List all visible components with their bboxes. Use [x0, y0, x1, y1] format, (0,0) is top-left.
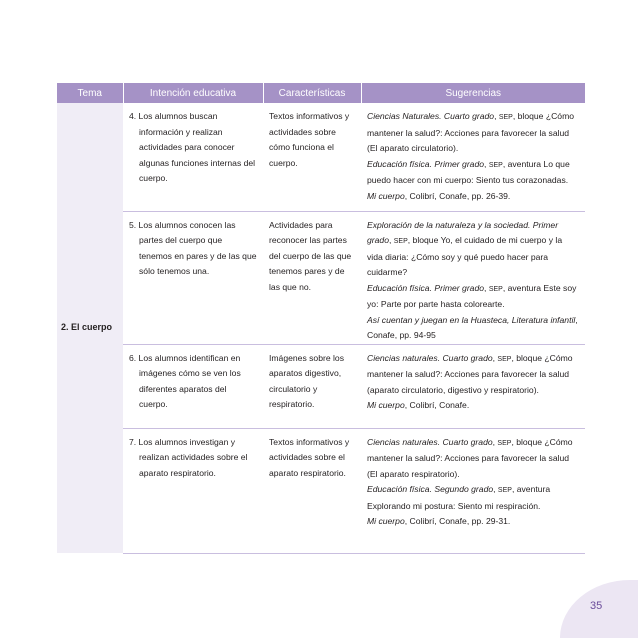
header-sugerencias: Sugerencias	[361, 83, 585, 103]
publisher-label: SEP	[498, 114, 513, 121]
caracteristicas-cell: Textos informativos y actividades sobre cómo funciona el cuerpo.	[263, 103, 361, 211]
table-row	[57, 211, 585, 344]
suggestion-line	[367, 400, 469, 410]
reference-title: Educación física. Primer grado	[367, 158, 485, 169]
reference-detail: , aventura Explorando mi postura: Siento mi respiración.	[367, 484, 551, 511]
reference-title: Exploración de la naturaleza y la sociedad. Primer grado	[367, 219, 559, 245]
suggestion-line: Exploración de la naturaleza y la sociedad. Primer grado, SEP, bloque Yo, el cuidado de mi cuerpo y la vida diaria: ¿Cómo soy y qué puedo hacer para cuidarme?	[367, 219, 563, 277]
sugerencias-cell	[361, 211, 585, 344]
suggestion-line	[367, 516, 510, 526]
intencion-cell	[123, 211, 263, 344]
table-row	[57, 344, 585, 428]
reference-detail: , bloque Yo, el cuidado de mi cuerpo y la vida diaria: ¿Cómo soy y qué puedo hacer para cuidarme?	[367, 235, 563, 277]
reference-title: Mi cuerpo	[367, 190, 405, 201]
reference-title: Educación física. Segundo grado	[367, 484, 494, 494]
sugerencias-cell	[361, 428, 585, 553]
suggestion-line	[367, 191, 510, 201]
reference-detail: , Conafe, pp. 94-95	[367, 314, 578, 340]
reference-detail: , bloque ¿Cómo mantener la salud?: Acciones para favorecer la salud (El aparato respiratorio).	[367, 436, 573, 479]
table-row	[57, 428, 585, 553]
reference-detail: , aventura Lo que puedo hacer con mi cuerpo: Siento tus corazonadas.	[367, 158, 570, 185]
reference-title: Así cuentan y juegan en la Huasteca, Literatura infantil	[367, 314, 576, 325]
reference-title: Ciencias naturales. Cuarto grado	[367, 436, 493, 447]
publisher-label: SEP	[488, 161, 503, 169]
intencion-text: 5. Los alumnos conocen las partes del cuerpo que tenemos en pares y de las que sólo tenemos una.	[129, 219, 257, 276]
suggestion-line: Ciencias Naturales. Cuarto grado, SEP, bloque ¿Cómo mantener la salud?: Acciones para favorecer la salud (El aparato circulatorio).	[367, 111, 575, 153]
suggestion-line: Ciencias naturales. Cuarto grado, SEP, bloque ¿Cómo mantener la salud?: Acciones para favorecer la salud (aparato circulatorio, digestivo y respiratorio).	[367, 352, 573, 395]
page-number: 35	[590, 600, 603, 612]
sugerencias-cell	[361, 103, 585, 211]
page-number-tab	[560, 580, 638, 638]
publisher-label: SEP	[393, 238, 408, 245]
reference-detail: , bloque ¿Cómo mantener la salud?: Acciones para favorecer la salud (aparato circulatorio, digestivo y respiratorio).	[367, 352, 573, 395]
intencion-cell	[123, 103, 263, 211]
suggestion-line: Educación física. Primer grado, SEP, aventura Lo que puedo hacer con mi cuerpo: Siento tus corazonadas.	[367, 158, 570, 185]
intencion-text: 6. Los alumnos identifican en imágenes cómo se ven los diferentes aparatos del cuerpo.	[129, 352, 241, 409]
table-row	[57, 103, 585, 211]
publisher-label: SEP	[497, 355, 512, 363]
caracteristicas-cell: Actividades para reconocer las partes del cuerpo de las que tenemos pares y de las que no.	[263, 211, 361, 344]
reference-title: Educación física. Primer grado	[367, 282, 485, 293]
reference-title: Ciencias naturales. Cuarto grado	[367, 352, 493, 363]
publisher-label: SEP	[488, 285, 503, 293]
suggestion-line	[367, 315, 578, 341]
reference-detail: , Colibrí, Conafe, pp. 26-39.	[404, 190, 511, 201]
intencion-cell	[123, 428, 263, 553]
caracteristicas-cell: Imágenes sobre los aparatos digestivo, circulatorio y respiratorio.	[263, 344, 361, 428]
reference-title: Mi cuerpo	[367, 400, 405, 410]
intencion-text: 7. Los alumnos investigan y realizan actividades sobre el aparato respiratorio.	[129, 436, 248, 478]
tema-cell: 2. El cuerpo	[57, 103, 123, 553]
intencion-cell	[123, 344, 263, 428]
header-intencion: Intención educativa	[123, 83, 263, 103]
header-tema: Tema	[57, 83, 123, 103]
caracteristicas-cell: Textos informativos y actividades sobre el aparato respiratorio.	[263, 428, 361, 553]
header-caracteristicas: Características	[263, 83, 361, 103]
reference-title: Ciencias Naturales. Cuarto grado	[367, 111, 495, 121]
table-header-row	[57, 83, 585, 103]
content-table	[57, 83, 585, 554]
intencion-text: 4. Los alumnos buscan información y realizan actividades para conocer algunas funciones internas del cuerpo.	[129, 111, 256, 183]
suggestion-line: Educación física. Primer grado, SEP, aventura Este soy yo: Parte por parte hasta colorearte.	[367, 282, 577, 309]
suggestion-line: Ciencias naturales. Cuarto grado, SEP, bloque ¿Cómo mantener la salud?: Acciones para favorecer la salud (El aparato respiratorio).	[367, 436, 573, 479]
sugerencias-cell	[361, 344, 585, 428]
reference-detail: , Colibrí, Conafe.	[404, 400, 470, 410]
reference-detail: , bloque ¿Cómo mantener la salud?: Acciones para favorecer la salud (El aparato circulatorio).	[367, 111, 575, 153]
reference-detail: , aventura Este soy yo: Parte por parte hasta colorearte.	[367, 282, 577, 309]
reference-title: Mi cuerpo	[367, 516, 405, 526]
reference-detail: , Colibrí, Conafe, pp. 29-31.	[404, 516, 511, 526]
publisher-label: SEP	[497, 487, 512, 494]
suggestion-line: Educación física. Segundo grado, SEP, aventura Explorando mi postura: Siento mi respiración.	[367, 484, 551, 511]
publisher-label: SEP	[497, 439, 512, 447]
